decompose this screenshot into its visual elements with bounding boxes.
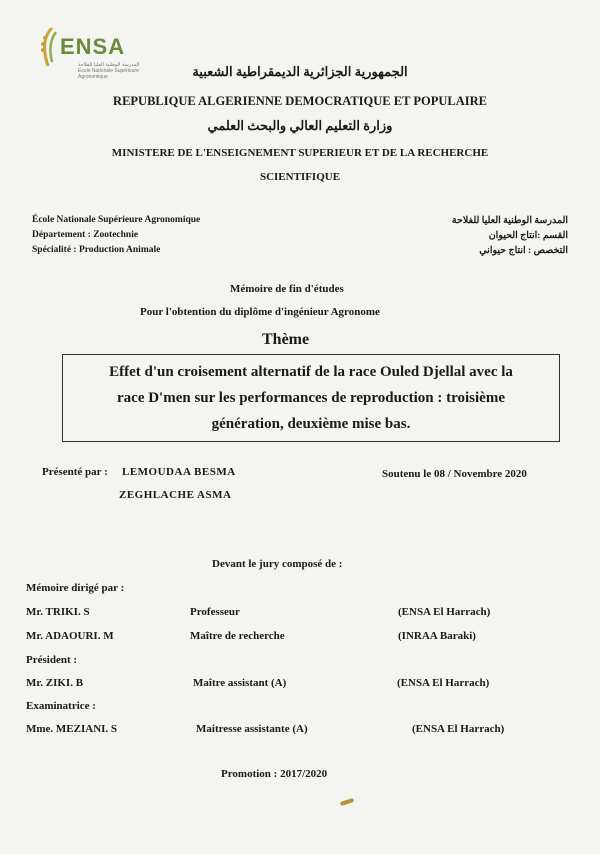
- member-name: Mr. ZIKI. B: [26, 677, 84, 689]
- promotion: Promotion : 2017/2020: [221, 768, 328, 780]
- republic-arabic: الجمهورية الجزائرية الديمقراطية الشعبية: [192, 64, 408, 79]
- defense-date: Soutenu le 08 / Novembre 2020: [382, 468, 527, 480]
- specialty-french: Spécialité : Production Animale: [32, 245, 161, 255]
- directed-label: Mémoire dirigé par :: [26, 582, 125, 594]
- pen-mark: [340, 798, 355, 806]
- department-arabic: القسم :انتاج الحيوان: [488, 231, 568, 241]
- memoire-title: Mémoire de fin d'études: [230, 283, 344, 295]
- theme-line-2: race D'men sur les performances de reproduction : troisième: [117, 390, 505, 406]
- ministry-french-line1: MINISTERE DE L'ENSEIGNEMENT SUPERIEUR ET DE LA RECHERCHE: [111, 147, 489, 159]
- member-name: Mr. TRIKI. S: [26, 606, 90, 618]
- memoire-subtitle: Pour l'obtention du diplôme d'ingénieur Agronome: [140, 306, 380, 318]
- specialty-arabic: التخصص : انتاج حيواني: [479, 246, 568, 256]
- logo-text: ENSA: [60, 34, 126, 59]
- member-role: Maître assistant (A): [193, 677, 287, 689]
- logo-subtitle: المدرسة الوطنية العليا للفلاحة École Nationale Supérieure Agronomique: [78, 62, 140, 80]
- member-name: Mr. ADAOURI. M: [26, 630, 114, 642]
- presented-label: Présenté par :: [42, 466, 108, 478]
- member-affiliation: (ENSA El Harrach): [412, 723, 505, 735]
- jury-title: Devant le jury composé de :: [212, 558, 343, 570]
- student-2: ZEGHLACHE ASMA: [119, 489, 232, 501]
- theme-line-3: génération, deuxième mise bas.: [211, 416, 411, 432]
- school-arabic: المدرسة الوطنية العليا للفلاحة: [451, 216, 568, 226]
- member-role: Professeur: [190, 606, 240, 618]
- department-french: Département : Zootechnie: [32, 230, 139, 240]
- president-label: Président :: [26, 654, 78, 666]
- school-french: École Nationale Supérieure Agronomique: [32, 215, 201, 225]
- member-affiliation: (ENSA El Harrach): [397, 677, 490, 689]
- republic-french: REPUBLIQUE ALGERIENNE DEMOCRATIQUE ET POPULAIRE: [113, 94, 487, 108]
- member-affiliation: (ENSA El Harrach): [398, 606, 491, 618]
- ministry-french-line2: SCIENTIFIQUE: [259, 171, 341, 183]
- examiner-label: Examinatrice :: [26, 700, 96, 712]
- student-1: LEMOUDAA BESMA: [122, 466, 236, 478]
- member-name: Mme. MEZIANI. S: [26, 723, 118, 735]
- theme-box: [62, 354, 560, 442]
- member-affiliation: (INRAA Baraki): [398, 630, 476, 642]
- member-role: Maître de recherche: [190, 630, 285, 642]
- member-role: Maitresse assistante (A): [196, 723, 308, 735]
- theme-line-1: Effet d'un croisement alternatif de la race Ouled Djellal avec la: [109, 364, 513, 380]
- theme-label: Thème: [262, 331, 310, 348]
- ministry-arabic: وزارة التعليم العالي والبحث العلمي: [207, 118, 393, 133]
